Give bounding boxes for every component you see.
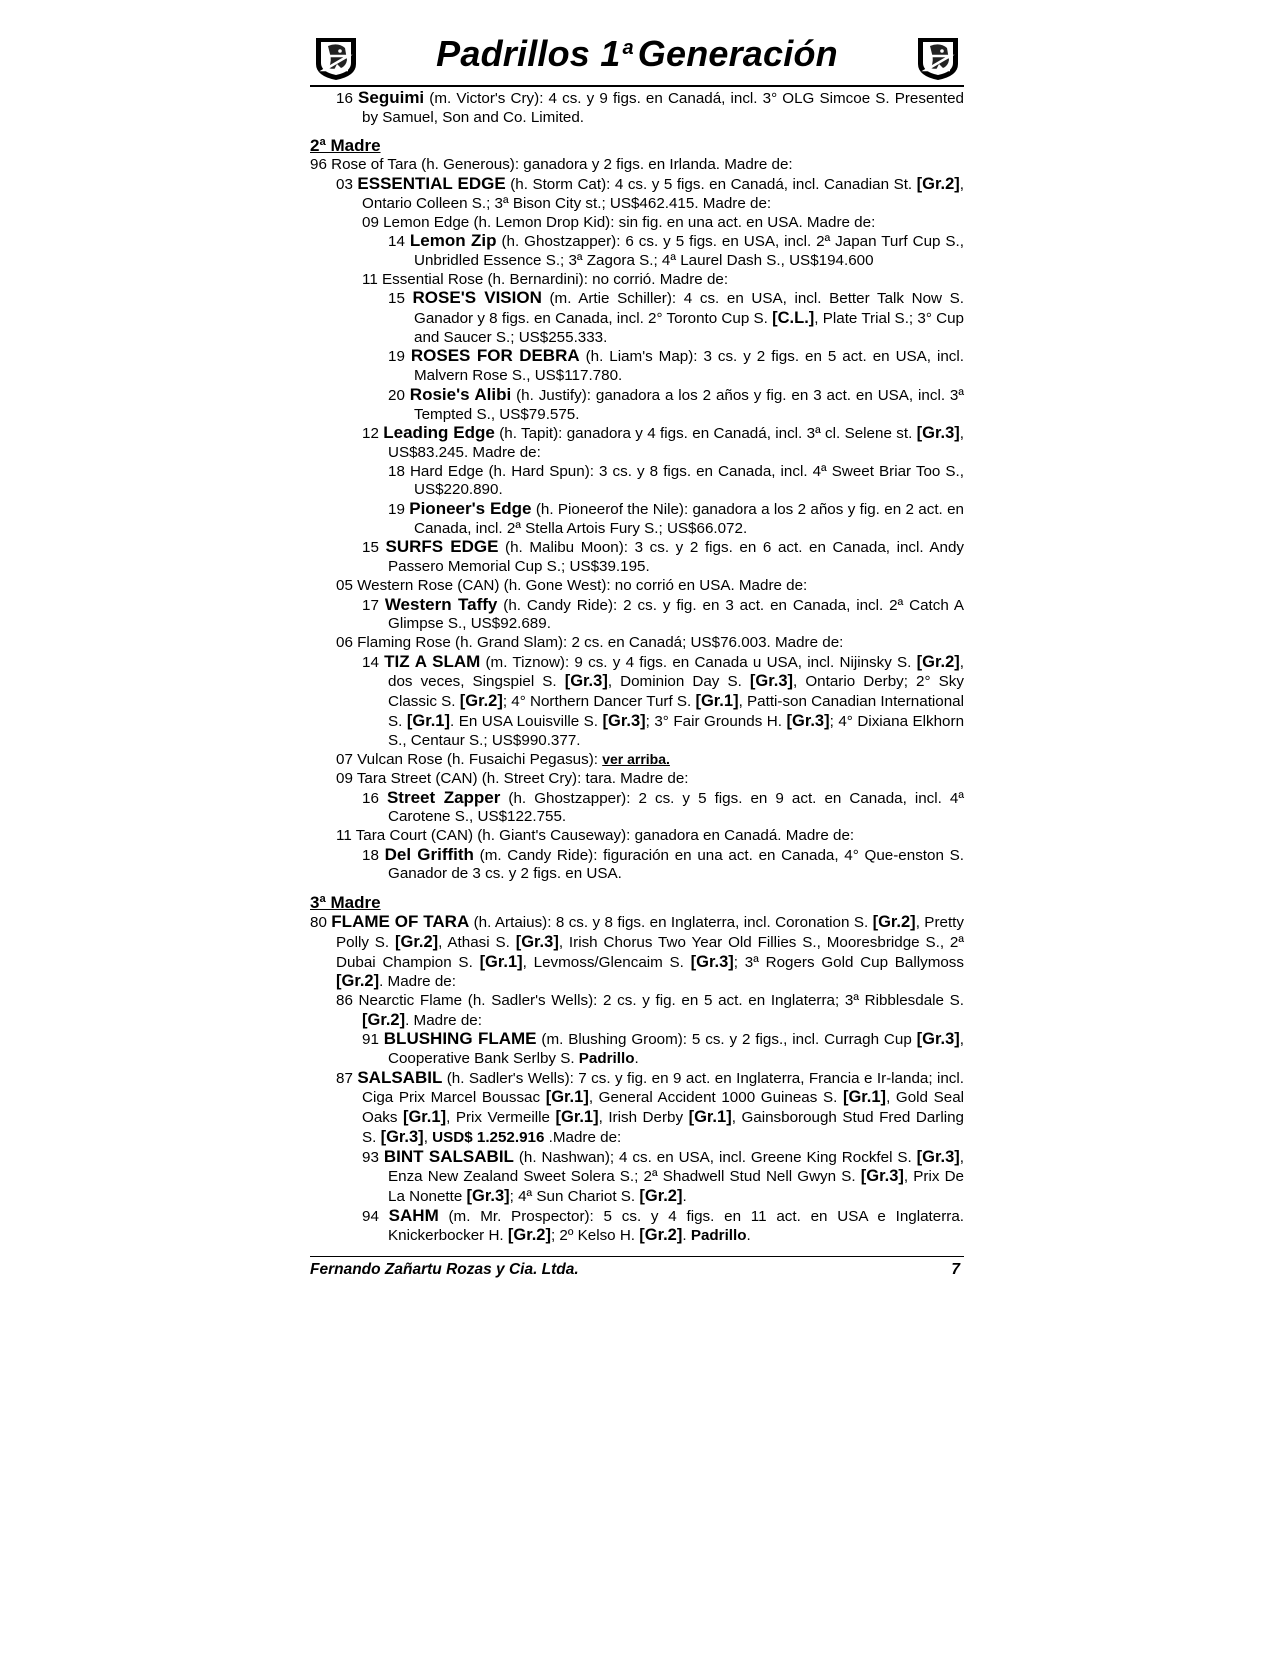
grade-label: [Gr.3] [380, 1127, 424, 1146]
grade-label: [Gr.2] [507, 1226, 551, 1245]
horse-name: Seguimi [358, 88, 425, 107]
grade-label: [Gr.2] [639, 1226, 683, 1245]
entry-text: 07 Vulcan Rose (h. Fusaichi Pegasus): [336, 751, 603, 769]
pedigree-entry [310, 232, 964, 270]
page-header [310, 30, 964, 87]
grade-label: [Gr.2] [916, 652, 960, 671]
entry-text: , Patti-son Canadian International S. [388, 693, 965, 730]
section-heading [310, 893, 964, 913]
grade-label: [Gr.3] [749, 672, 794, 691]
pedigree-entry [310, 214, 964, 233]
grade-label: [Gr.2] [872, 913, 916, 932]
grade-label: [Gr.3] [860, 1167, 904, 1186]
grade-label: [Gr.2] [916, 175, 960, 194]
entry-text: 96 Rose of Tara (h. Generous): ganadora y 2 figs. en Irlanda. Madre de: [310, 156, 793, 174]
entry-text: ; 4ª Sun Chariot S. [509, 1187, 640, 1205]
pedigree-entry [310, 289, 964, 347]
grade-label: [Gr.3] [916, 424, 960, 443]
horse-name: Rosie's Alibi [409, 384, 512, 404]
horse-name: Street Zapper [386, 787, 501, 807]
pedigree-entry [310, 1148, 964, 1207]
pedigree-entry [310, 653, 964, 751]
entry-text: , Ontario Colleen S.; 3ª Bison City st.; US$462.415. Madre de: [362, 176, 964, 212]
entry-text: , Prix De La Nonette [388, 1168, 965, 1205]
footer-company: Fernando Zañartu Rozas y Cia. Ltda. [310, 1261, 579, 1279]
grade-label: [Gr.3] [916, 1030, 960, 1049]
grade-label: [Gr.1] [402, 1108, 447, 1127]
entry-text: . Madre de: [405, 1011, 482, 1029]
pedigree-entry [310, 846, 964, 884]
entry-text: Padrillo [690, 1227, 747, 1245]
entry-text: , Cooperative Bank Serlby S. [388, 1031, 964, 1068]
grade-label: [Gr.2] [459, 692, 503, 711]
entry-text: 19 [388, 348, 411, 366]
entry-text: . Madre de: [379, 973, 456, 991]
entry-text: 87 [336, 1069, 358, 1087]
entry-text: (h. Artaius): 8 cs. y 8 figs. en Inglaterra, incl. Coronation S. [469, 914, 873, 932]
entry-text: , dos veces, Singspiel S. [388, 653, 964, 691]
pedigree-entry [310, 827, 964, 846]
entry-text: . [682, 1187, 687, 1205]
entry-text: , Ontario Derby; 2° Sky Classic S. [388, 673, 964, 711]
grade-label: [Gr.2] [639, 1186, 683, 1205]
entry-text: ; 4° Dixiana Elkhorn S., Centaur S.; US$990.377. [388, 712, 965, 749]
entry-text: ver arriba. [602, 751, 670, 768]
entry-text: (h. Malibu Moon): 3 cs. y 2 figs. en 6 act. en Canada, incl. Andy Passero Memorial Cup S.; US$39.195. [388, 539, 964, 576]
entry-text: 09 Tara Street (CAN) (h. Street Cry): tara. Madre de: [336, 769, 689, 787]
entry-text: 86 Nearctic Flame (h. Sadler's Wells): 2 cs. y fig. en 5 act. en Inglaterra; 3ª Ribblesdale S. [336, 991, 964, 1009]
entry-text: . [682, 1227, 691, 1245]
entry-text: , Gainsborough Stud Fred Darling S. [362, 1109, 965, 1146]
entry-text: 14 [362, 653, 385, 671]
entry-text: (h. Nashwan); 4 cs. en USA, incl. Greene King Rockfel S. [513, 1148, 917, 1166]
entry-text: , Enza New Zealand Sweet Solera S.; 2ª Shadwell Stud Nell Gwyn S. [388, 1148, 964, 1186]
entry-text: ; 3ª Rogers Gold Cup Ballymoss [733, 953, 964, 971]
grade-label: [Gr.1] [695, 692, 739, 711]
horse-name: Del Griffith [384, 844, 474, 864]
grade-label: [Gr.2] [336, 972, 380, 991]
pedigree-entry [310, 596, 964, 634]
entry-text: 11 Tara Court (CAN) (h. Giant's Causeway): ganadora en Canadá. Madre de: [336, 827, 855, 845]
entry-text: 94 [362, 1207, 389, 1225]
entry-text: 3ª Madre [310, 893, 381, 913]
pedigree-entry [310, 913, 964, 992]
entry-text: , [423, 1128, 433, 1146]
entry-text: 18 Hard Edge (h. Hard Spun): 3 cs. y 8 figs. en Canada, incl. 4ª Sweet Briar Too S., US$220.890. [388, 462, 964, 499]
pedigree-entry [310, 538, 964, 576]
entry-text: 20 [388, 386, 410, 404]
entry-text: (h. Candy Ride): 2 cs. y fig. en 3 act. en Canada, incl. 2ª Catch A Glimpse S., US$92.689. [388, 596, 964, 633]
grade-label: [Gr.3] [602, 711, 646, 730]
entry-text: ; 4° Northern Dancer Turf S. [502, 693, 696, 711]
horse-name: SALSABIL [357, 1067, 443, 1087]
entry-text: , Gold Seal Oaks [362, 1089, 965, 1127]
entry-text: 16 [336, 90, 359, 107]
horse-name: Western Taffy [384, 594, 498, 614]
grade-label: [Gr.1] [479, 952, 523, 971]
horse-name: Lemon Zip [409, 231, 497, 251]
grade-label: [Gr.3] [916, 1147, 960, 1166]
entry-text: , US$83.245. Madre de: [388, 425, 964, 461]
entry-text: 16 [362, 789, 387, 807]
horse-name: FLAME OF TARA [331, 912, 470, 932]
horse-name: TIZ A SLAM [384, 651, 481, 671]
pedigree-entry [310, 992, 964, 1030]
entry-text: (m. Victor's Cry): 4 cs. y 9 figs. en Canadá, incl. 3° OLG Simcoe S. Presented by Samuel, Son and Co. Limited. [362, 90, 964, 126]
entry-text: (m. Tiznow): 9 cs. y 4 figs. en Canada u USA, incl. Nijinsky S. [480, 653, 917, 671]
grade-label: [Gr.1] [688, 1108, 732, 1127]
entry-text: 06 Flaming Rose (h. Grand Slam): 2 cs. en Canadá; US$76.003. Madre de: [336, 633, 844, 651]
entry-text: , Plate Trial S.; 3° Cup and Saucer S.; US$255.333. [414, 310, 964, 346]
entry-text: , Pretty Polly S. [336, 914, 964, 951]
horse-name: ROSE'S VISION [412, 288, 542, 308]
entry-text: (h. Liam's Map): 3 cs. y 2 figs. en 5 act. en USA, incl. Malvern Rose S., US$117.780. [414, 348, 964, 385]
entry-text: 91 [362, 1031, 384, 1049]
entry-text: 03 [336, 176, 358, 194]
pedigree-entry [310, 271, 964, 290]
entry-text: (h. Storm Cat): 4 cs. y 5 figs. en Canadá, incl. Canadian St. [505, 176, 917, 194]
entry-text: 12 [362, 425, 384, 443]
grade-label: [Gr.1] [545, 1088, 589, 1107]
grade-label: [Gr.3] [515, 932, 559, 951]
entry-text: .Madre de: [544, 1128, 622, 1146]
grade-label: [Gr.2] [362, 1010, 406, 1029]
horse-name: SURFS EDGE [385, 537, 499, 557]
entry-text: , Athasi S. [438, 933, 516, 951]
pedigree-entry [310, 386, 964, 424]
pedigree-entry [310, 347, 964, 385]
grade-label: [C.L.] [772, 309, 815, 328]
entry-text: , General Accident 1000 Guineas S. [588, 1089, 843, 1107]
pedigree-entry [310, 634, 964, 653]
entry-text: ; 2º Kelso H. [550, 1227, 640, 1245]
page-number: 7 [951, 1261, 960, 1279]
pedigree-entry [310, 1069, 964, 1148]
horse-name: ROSES FOR DEBRA [410, 346, 580, 366]
grade-label: [Gr.3] [786, 711, 830, 730]
pedigree-entry [310, 500, 964, 538]
entry-text: , Irish Derby [598, 1109, 689, 1127]
entry-text: 93 [362, 1148, 384, 1166]
entry-text: , Prix Vermeille [446, 1109, 556, 1127]
pedigree-entry [310, 89, 964, 127]
entry-text: (h. Pioneerof the Nile): ganadora a los 2 años y fig. en 2 act. en Canada, incl. 2ª Stella Artois Fury S.; US$66.072. [414, 501, 964, 537]
grade-label: [Gr.2] [395, 932, 439, 951]
entry-text: 11 Essential Rose (h. Bernardini): no corrió. Madre de: [362, 270, 729, 288]
pedigree-entry [310, 463, 964, 500]
entry-text: . En USA Louisville S. [449, 712, 603, 730]
horse-head-shield-icon [914, 34, 962, 82]
grade-label: [Gr.3] [690, 952, 734, 971]
entry-text: (m. Blushing Groom): 5 cs. y 2 figs., incl. Curragh Cup [536, 1031, 917, 1049]
pedigree-entry [310, 1207, 964, 1246]
pedigree-entry [310, 750, 964, 770]
entry-text: 17 [362, 596, 385, 614]
horse-name: Pioneer's Edge [409, 499, 532, 519]
grade-label: [Gr.1] [555, 1108, 599, 1127]
grade-label: [Gr.3] [466, 1186, 510, 1205]
horse-name: BLUSHING FLAME [383, 1029, 537, 1049]
entry-text: (m. Mr. Prospector): 5 cs. y 4 figs. en 11 act. en USA e Inglaterra. Knickerbocker H. [388, 1207, 964, 1245]
entry-text: (h. Ghostzapper): 6 cs. y 5 figs. en USA, incl. 2ª Japan Turf Cup S., Unbridled Essence S.; 3ª Zagora S.; 4ª Laurel Dash S., US$194.600 [414, 233, 964, 269]
entry-text: 09 Lemon Edge (h. Lemon Drop Kid): sin fig. en una act. en USA. Madre de: [362, 213, 876, 231]
entry-text: (h. Sadler's Wells): 7 cs. y fig. en 9 act. en Inglaterra, Francia e Ir-landa; incl. Ciga Prix Marcel Boussac [362, 1069, 964, 1107]
entry-text: (m. Candy Ride): figuración en una act. en Canada, 4° Que-enston S. Ganador de 3 cs. y 2 figs. en USA. [388, 846, 964, 883]
pedigree-entry [310, 577, 964, 596]
entry-text: 2ª Madre [310, 136, 381, 156]
grade-label: [Gr.1] [406, 711, 450, 730]
page-footer [310, 1256, 964, 1283]
entry-text: , Dominion Day S. [607, 673, 750, 691]
entry-text: , Levmoss/Glencaim S. [522, 953, 691, 971]
entry-text: 19 [388, 501, 410, 519]
entry-text: . [634, 1050, 639, 1068]
entry-text: , Irish Chorus Two Year Old Fillies S., Mooresbridge S., 2ª Dubai Champion S. [336, 933, 964, 971]
entry-text: ; 3° Fair Grounds H. [645, 712, 787, 730]
entry-text: Padrillo [578, 1050, 635, 1068]
pedigree-entry [310, 770, 964, 789]
entry-text: 80 [310, 914, 332, 932]
pedigree-entry [310, 789, 964, 827]
entry-text: 05 Western Rose (CAN) (h. Gone West): no corrió en USA. Madre de: [336, 576, 808, 594]
horse-name: ESSENTIAL EDGE [357, 174, 506, 194]
horse-name: Leading Edge [383, 423, 495, 443]
entry-text: (m. Artie Schiller): 4 cs. en USA, incl. Better Talk Now S. Ganador y 8 figs. en Canada, incl. 2° Toronto Cup S. [414, 290, 965, 328]
entry-text: . [746, 1227, 751, 1245]
page [310, 30, 964, 1283]
pedigree-entry [310, 175, 964, 213]
grade-label: [Gr.3] [564, 672, 608, 691]
entry-text: 15 [388, 290, 413, 308]
section-heading [310, 136, 964, 156]
entry-text: (h. Tapit): ganadora y 4 figs. en Canadá, incl. 3ª cl. Selene st. [494, 425, 917, 443]
pedigree-content [310, 89, 964, 1246]
pedigree-entry [310, 156, 964, 175]
horse-name: BINT SALSABIL [383, 1146, 514, 1166]
entry-text: USD$ 1.252.916 [432, 1128, 545, 1146]
entry-text: 15 [362, 539, 386, 557]
entry-text: (h. Justify): ganadora a los 2 años y fig. en 3 act. en USA, incl. 3ª Tempted S., US$79.575. [414, 386, 964, 423]
grade-label: [Gr.1] [842, 1088, 887, 1107]
entry-text: 18 [362, 846, 385, 864]
pedigree-entry [310, 424, 964, 462]
pedigree-entry [310, 1030, 964, 1068]
horse-name: SAHM [388, 1205, 439, 1225]
entry-text: 14 [388, 233, 410, 251]
page-title: Padrillos 1 $^a$ Generación [436, 33, 838, 74]
entry-text: (h. Ghostzapper): 2 cs. y 5 figs. en 9 act. en Canada, incl. 4ª Carotene S., US$122.755. [388, 789, 964, 826]
